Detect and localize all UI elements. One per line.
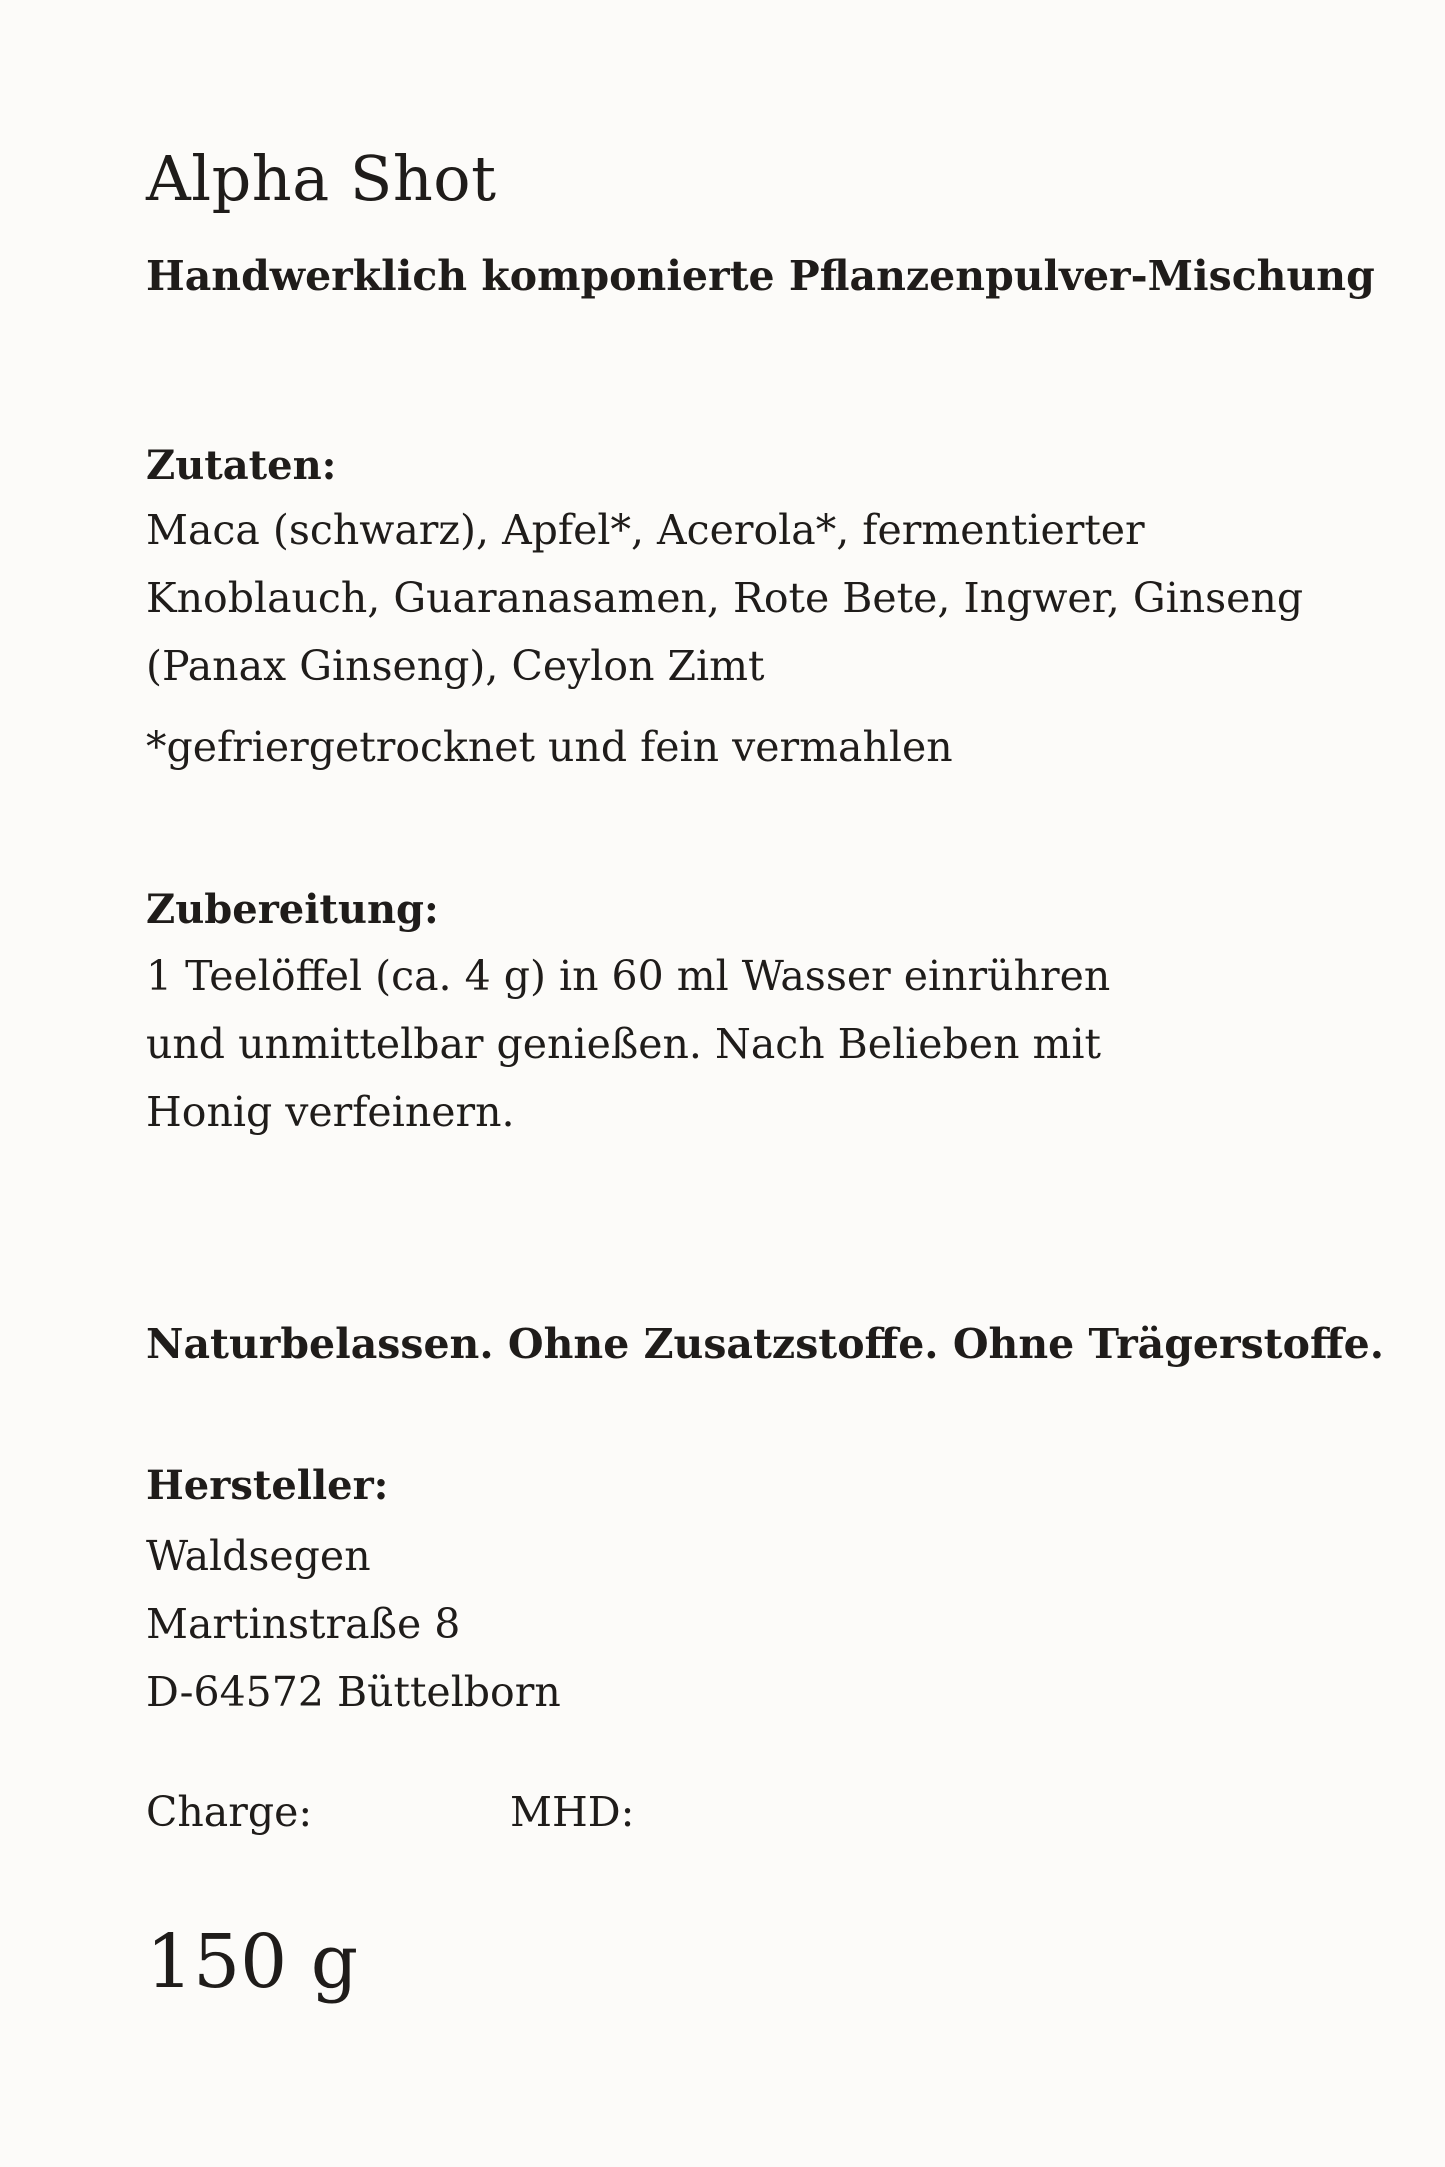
- manufacturer-heading: Hersteller:: [146, 1462, 389, 1509]
- product-subtitle: Handwerklich komponierte Pflanzenpulver-Mischung: [146, 252, 1375, 300]
- ingredients-line-3: (Panax Ginseng), Ceylon Zimt: [146, 642, 765, 690]
- ingredients-footnote: *gefriergetrocknet und fein vermahlen: [146, 723, 953, 771]
- preparation-line-1: 1 Teelöffel (ca. 4 g) in 60 ml Wasser einrühren: [146, 952, 1111, 1000]
- batch-row: [146, 1786, 1385, 1839]
- manufacturer-city: D-64572 Büttelborn: [146, 1668, 561, 1716]
- natural-claim: Naturbelassen. Ohne Zusatzstoffe. Ohne Trägerstoffe.: [146, 1320, 1384, 1368]
- preparation-line-3: Honig verfeinern.: [146, 1088, 515, 1136]
- preparation-heading: Zubereitung:: [146, 886, 439, 933]
- preparation-line-2: und unmittelbar genießen. Nach Belieben mit: [146, 1020, 1101, 1068]
- net-weight: 150 g: [146, 1919, 359, 2005]
- manufacturer-name: Waldsegen: [146, 1532, 371, 1580]
- charge-label: Charge:: [146, 1788, 313, 1836]
- ingredients-heading: Zutaten:: [146, 442, 337, 489]
- mhd-label: MHD:: [510, 1788, 635, 1836]
- product-title: Alpha Shot: [146, 142, 497, 215]
- manufacturer-street: Martinstraße 8: [146, 1600, 461, 1648]
- ingredients-line-2: Knoblauch, Guaranasamen, Rote Bete, Ingwer, Ginseng: [146, 574, 1304, 622]
- ingredients-line-1: Maca (schwarz), Apfel*, Acerola*, fermentierter: [146, 506, 1145, 554]
